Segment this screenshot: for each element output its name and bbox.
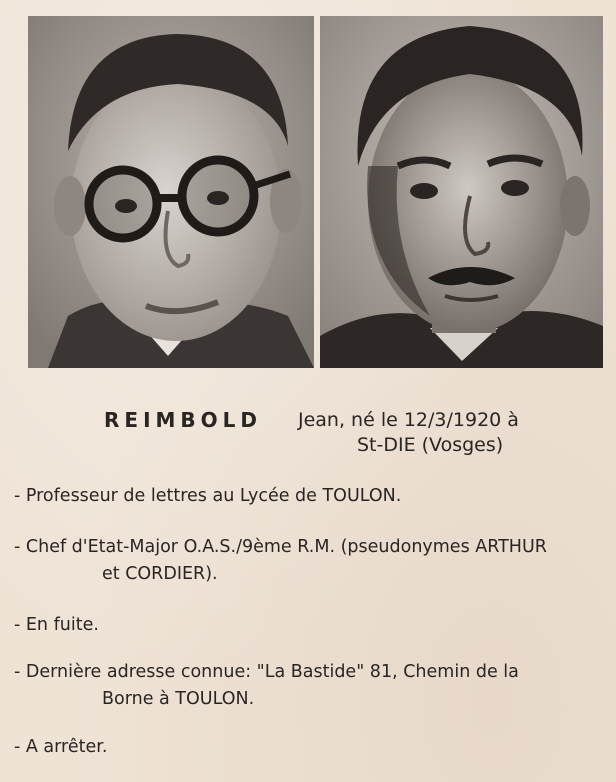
birthplace: St-DIE (Vosges) — [357, 434, 504, 456]
list-item — [14, 483, 610, 510]
item-text-continued: et CORDIER). — [102, 564, 218, 584]
item-text: - A arrêter. — [14, 737, 108, 757]
photo-portrait-moustache — [320, 16, 603, 368]
list-item — [14, 734, 610, 761]
photo-portrait-glasses — [28, 16, 314, 368]
item-text: - En fuite. — [14, 615, 99, 635]
item-text: - Dernière adresse connue: "La Bastide" 81, Chemin de la — [14, 662, 519, 682]
list-item — [14, 659, 610, 713]
surname: REIMBOLD — [104, 408, 262, 432]
item-text-continued: Borne à TOULON. — [102, 689, 255, 709]
item-text: - Professeur de lettres au Lycée de TOULON. — [14, 486, 402, 506]
list-item — [14, 534, 610, 588]
list-item — [14, 612, 610, 639]
portrait-moustache-image — [320, 16, 603, 368]
item-text: - Chef d'Etat-Major O.A.S./9ème R.M. (pseudonymes ARTHUR — [14, 537, 547, 557]
given-name-and-birthdate: Jean, né le 12/3/1920 à — [298, 409, 519, 431]
portrait-glasses-image — [28, 16, 314, 368]
